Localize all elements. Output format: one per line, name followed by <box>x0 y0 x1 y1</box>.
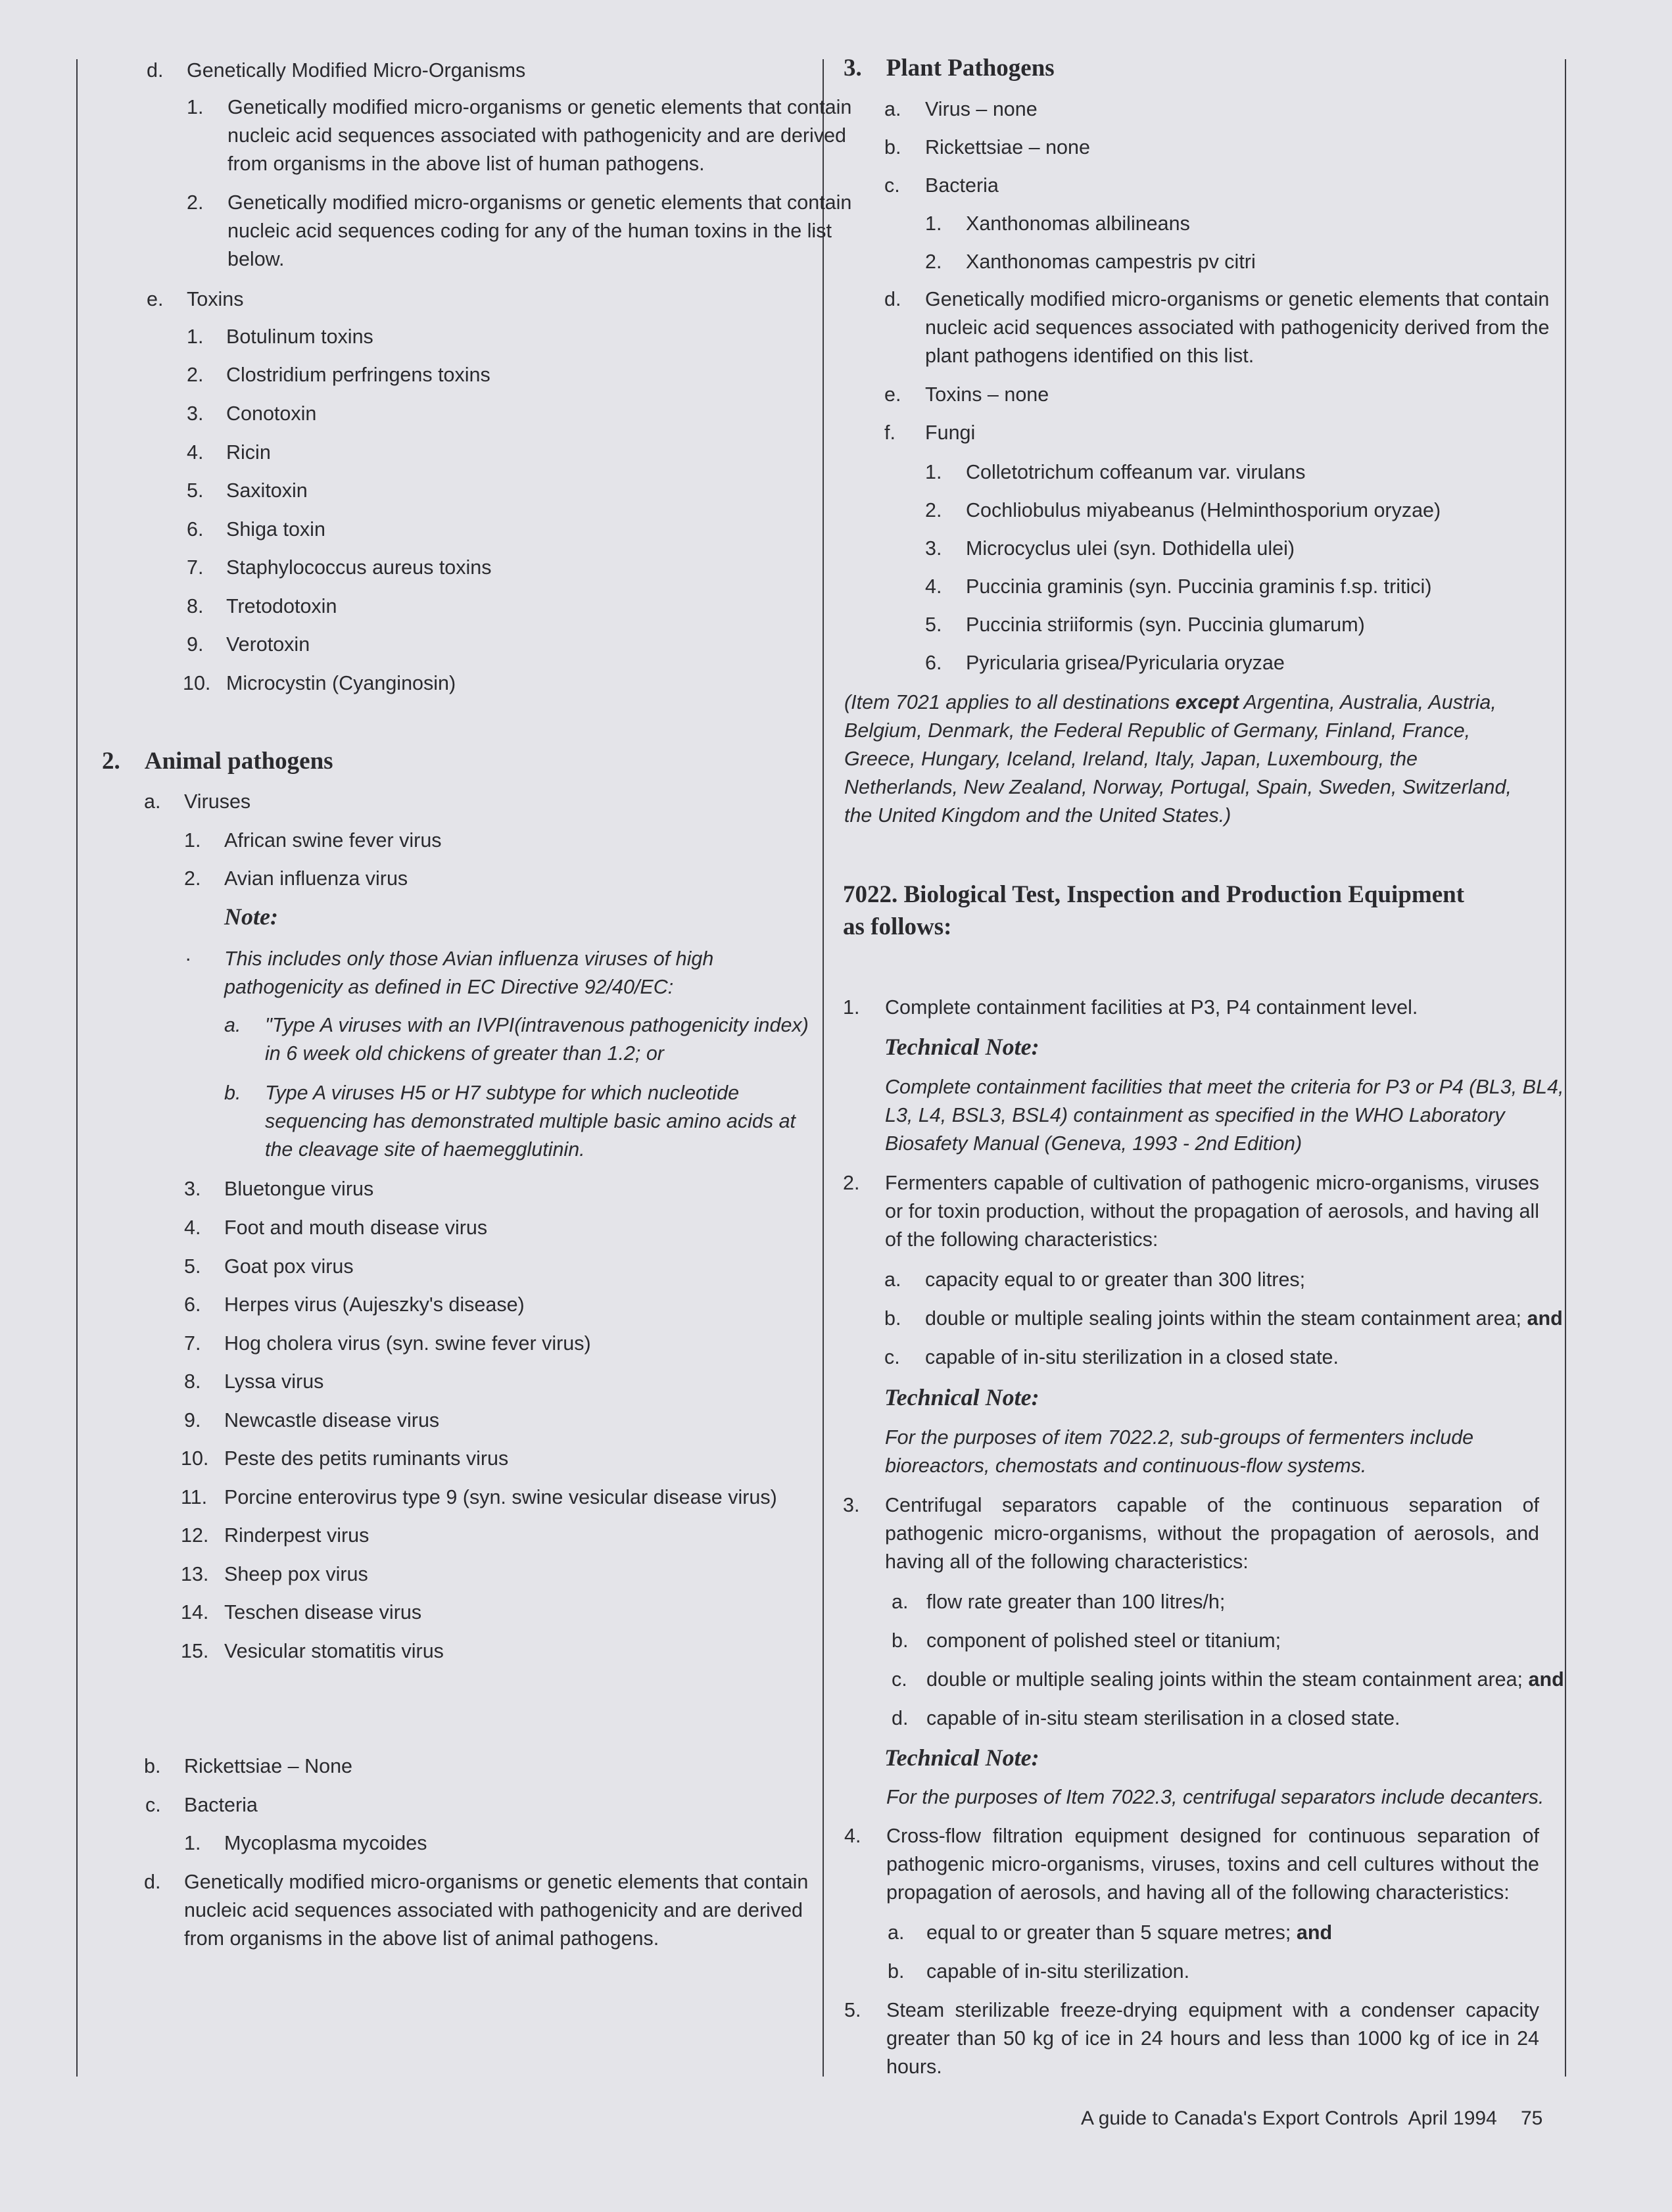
list-item: Xanthonomas campestris pv citri <box>966 251 1256 273</box>
list-item: Microcystin (Cyanginosin) <box>226 672 456 694</box>
list-item: Conotoxin <box>226 402 317 425</box>
section-heading: 7022. Biological Test, Inspection and Production Equipment <box>843 881 1465 908</box>
list-item: Puccinia striiformis (syn. Puccinia glumarum) <box>966 613 1365 636</box>
list-label: b. <box>884 136 901 158</box>
item-text: equal to or greater than 5 square metres; <box>926 1921 1297 1944</box>
list-number: 4. <box>925 575 942 598</box>
list-number: 5. <box>184 1255 201 1278</box>
list-item <box>926 1919 1332 1947</box>
list-number: 12. <box>181 1524 209 1547</box>
text-line: nucleic acid sequences associated with pathogenicity and are derived <box>184 1899 803 1921</box>
list-item: Tretodotoxin <box>226 595 337 617</box>
list-item: Cross-flow filtration equipment designed for continuous separation of pathogenic micro-organisms, viruses, toxins and cell cultures without the propagation of aerosols, and having all of the following characteristics: <box>886 1825 1539 1904</box>
list-item: Centrifugal separators capable of the continuous separation of pathogenic micro-organisms, without the propagation of aerosols, and having all of the following characteristics: <box>885 1494 1539 1573</box>
note-text: in 6 week old chickens of greater than 1.2; or <box>265 1042 664 1065</box>
note-emphasis: except <box>1175 691 1239 713</box>
list-item <box>926 1666 1564 1694</box>
list-item: Fungi <box>925 421 976 444</box>
list-item: Goat pox virus <box>224 1255 354 1278</box>
footer-title: A guide to Canada's Export Controls April 1994 <box>1081 2107 1497 2129</box>
text-line: Genetically modified micro-organisms or genetic elements that contain <box>925 288 1550 310</box>
list-label: d. <box>144 1871 161 1893</box>
note-text: Argentina, Australia, Austria, Belgium, Denmark, the Federal Republic of Germany, Finland, France, Greece, Hungary, Iceland, Ireland, Italy, Japan, Luxembourg, the Netherlands, New Zealand, Norway, Portugal, Spain, Sweden, Switzerland, the United Kingdom and the United States.) <box>844 691 1512 827</box>
note-text: "Type A viruses with an IVPI(intravenous pathogenicity index) <box>265 1014 809 1036</box>
note-label: a. <box>224 1014 241 1036</box>
note-text: For the purposes of Item 7022.3, centrifugal separators include decanters. <box>886 1786 1544 1808</box>
list-item: Microcyclus ulei (syn. Dothidella ulei) <box>966 537 1295 560</box>
list-label: b. <box>884 1307 901 1330</box>
note-text: (Item 7021 applies to all destinations <box>844 691 1176 713</box>
list-label: b. <box>888 1960 905 1983</box>
note-text: For the purposes of item 7022.2, sub-groups of fermenters include <box>885 1426 1474 1449</box>
section-heading: 2. Animal pathogens <box>102 748 333 775</box>
text-line: Genetically modified micro-organisms or genetic elements that contain <box>227 96 852 118</box>
list-item: Pyricularia grisea/Pyricularia oryzae <box>966 652 1285 674</box>
list-item: Shiga toxin <box>226 518 325 541</box>
note-label: b. <box>224 1082 241 1104</box>
list-item: Clostridium perfringens toxins <box>226 364 490 386</box>
list-number: 13. <box>181 1563 209 1585</box>
list-item: Rickettsiae – None <box>184 1755 352 1777</box>
list-item: Teschen disease virus <box>224 1601 422 1623</box>
list-label: c. <box>892 1668 907 1691</box>
text-line: plant pathogens identified on this list. <box>925 345 1254 367</box>
list-item: component of polished steel or titanium; <box>926 1629 1281 1652</box>
list-item: Fermenters capable of cultivation of pathogenic micro-organisms, viruses or for toxin production, without the propagation of aerosols, and having all of the following characteristics: <box>885 1172 1539 1251</box>
text-line: nucleic acid sequences associated with pathogenicity derived from the <box>925 316 1550 339</box>
list-item: capable of in-situ sterilization. <box>926 1960 1190 1983</box>
list-number: 1. <box>184 1832 201 1854</box>
list-label: d. <box>892 1707 909 1729</box>
list-number: 14. <box>181 1601 209 1623</box>
list-label: e. <box>147 288 164 310</box>
list-number: 6. <box>925 652 942 674</box>
list-item: African swine fever virus <box>224 829 442 852</box>
list-item: Porcine enterovirus type 9 (syn. swine vesicular disease virus) <box>224 1486 777 1508</box>
list-number: 1. <box>925 212 942 235</box>
list-label: a. <box>892 1591 909 1613</box>
list-number: 2. <box>843 1172 860 1194</box>
note-text: Type A viruses H5 or H7 subtype for which nucleotide <box>265 1082 740 1104</box>
list-number: 3. <box>184 1178 201 1200</box>
list-number: 3. <box>187 402 204 425</box>
note-text: sequencing has demonstrated multiple basic amino acids at <box>265 1110 796 1132</box>
list-label: a. <box>888 1921 905 1944</box>
item-emphasis: and <box>1296 1921 1333 1944</box>
list-label: c. <box>145 1794 161 1816</box>
section-title: Toxins <box>187 288 244 310</box>
list-item: capable of in-situ steam sterilisation in a closed state. <box>926 1707 1400 1729</box>
list-item: Toxins – none <box>925 383 1049 406</box>
section-heading: 3. Plant Pathogens <box>844 55 1055 82</box>
list-item: Steam sterilizable freeze-drying equipment with a condenser capacity greater than 50 kg of ice in 24 hours and less than 1000 kg of ice in 24 hours. <box>886 1999 1539 2078</box>
list-item: flow rate greater than 100 litres/h; <box>926 1591 1226 1613</box>
list-number: 4. <box>844 1825 861 1847</box>
technical-note-heading: Technical Note: <box>884 1744 1039 1771</box>
list-label: a. <box>884 1268 901 1291</box>
note-text: the cleavage site of haemegglutinin. <box>265 1138 585 1161</box>
list-item: capacity equal to or greater than 300 litres; <box>925 1268 1306 1291</box>
list-number: 1. <box>187 96 204 118</box>
list-label: f. <box>884 421 896 444</box>
list-item: Foot and mouth disease virus <box>224 1216 488 1239</box>
list-item: Sheep pox virus <box>224 1563 368 1585</box>
list-item: Rinderpest virus <box>224 1524 370 1547</box>
list-label: a. <box>144 790 161 813</box>
list-number: 2. <box>925 499 942 521</box>
list-item: Virus – none <box>925 98 1038 120</box>
list-number: 1. <box>187 325 204 348</box>
list-number: 7. <box>187 556 204 579</box>
list-number: 7. <box>184 1332 201 1355</box>
list-number: 4. <box>187 441 204 464</box>
note-text: pathogenicity as defined in EC Directive 92/40/EC: <box>224 976 674 998</box>
list-number: 1. <box>184 829 201 852</box>
item-text: double or multiple sealing joints within the steam containment area; <box>926 1668 1529 1691</box>
list-item: Ricin <box>226 441 271 464</box>
list-item: Botulinum toxins <box>226 325 373 348</box>
list-item: Staphylococcus aureus toxins <box>226 556 492 579</box>
technical-note-heading: Technical Note: <box>884 1034 1039 1060</box>
text-line: from organisms in the above list of animal pathogens. <box>184 1927 659 1950</box>
applicability-note <box>844 688 1532 830</box>
text-line: Genetically modified micro-organisms or genetic elements that contain <box>227 191 852 214</box>
list-item: Bacteria <box>925 174 999 197</box>
note-text: Complete containment facilities that meet the criteria for P3 or P4 (BL3, BL4, <box>885 1076 1564 1098</box>
list-item: Cochliobulus miyabeanus (Helminthosporium oryzae) <box>966 499 1441 521</box>
list-number: 5. <box>844 1999 861 2021</box>
list-number: 10. <box>181 1447 209 1470</box>
list-number: 3. <box>843 1494 860 1516</box>
list-number: 4. <box>184 1216 201 1239</box>
list-item: Bacteria <box>184 1794 258 1816</box>
list-item: capable of in-situ sterilization in a closed state. <box>925 1346 1339 1368</box>
list-label: b. <box>144 1755 161 1777</box>
technical-note-heading: Technical Note: <box>884 1384 1039 1410</box>
list-label: c. <box>884 174 900 197</box>
note-text: bioreactors, chemostats and continuous-flow systems. <box>885 1455 1367 1477</box>
text-line: nucleic acid sequences coding for any of the human toxins in the list <box>227 220 832 242</box>
list-item: Peste des petits ruminants virus <box>224 1447 509 1470</box>
text-line: below. <box>227 248 285 270</box>
item-text: double or multiple sealing joints within the steam containment area; <box>925 1307 1527 1330</box>
list-number: 5. <box>187 479 204 502</box>
list-number: 6. <box>184 1293 201 1316</box>
list-number: 2. <box>184 867 201 890</box>
list-item: Newcastle disease virus <box>224 1409 440 1431</box>
list-item: Vesicular stomatitis virus <box>224 1640 444 1662</box>
page-number: 75 <box>1521 2107 1543 2129</box>
list-number: 9. <box>184 1409 201 1431</box>
list-number: 15. <box>181 1640 209 1662</box>
note-text: This includes only those Avian influenza viruses of high <box>224 948 714 970</box>
list-item: Bluetongue virus <box>224 1178 374 1200</box>
text-line: Genetically modified micro-organisms or genetic elements that contain <box>184 1871 809 1893</box>
list-number: 8. <box>184 1370 201 1393</box>
list-number: 2. <box>187 364 204 386</box>
list-item: Complete containment facilities at P3, P4 containment level. <box>885 996 1418 1019</box>
list-number: 9. <box>187 633 204 656</box>
list-number: 1. <box>925 461 942 483</box>
list-number: 11. <box>181 1486 208 1508</box>
list-item: Avian influenza virus <box>224 867 408 890</box>
list-item: Mycoplasma mycoides <box>224 1832 427 1854</box>
list-number: 6. <box>187 518 204 541</box>
list-item: Rickettsiae – none <box>925 136 1090 158</box>
list-number: 2. <box>187 191 204 214</box>
left-margin-rule <box>76 59 78 2077</box>
list-item: Puccinia graminis (syn. Puccinia graminis f.sp. tritici) <box>966 575 1432 598</box>
note-text: L3, L4, BSL3, BSL4) containment as specified in the WHO Laboratory <box>885 1104 1505 1126</box>
list-item: Lyssa virus <box>224 1370 324 1393</box>
list-label: a. <box>884 98 901 120</box>
text-line: from organisms in the above list of human pathogens. <box>227 153 705 175</box>
note-text: Biosafety Manual (Geneva, 1993 - 2nd Edition) <box>885 1132 1302 1155</box>
list-number: 8. <box>187 595 204 617</box>
list-label: b. <box>892 1629 909 1652</box>
list-item <box>925 1305 1563 1333</box>
list-label: d. <box>884 288 901 310</box>
list-item: Xanthonomas albilineans <box>966 212 1190 235</box>
list-number: 1. <box>843 996 860 1019</box>
bullet-mark: . <box>185 943 191 965</box>
list-item: Colletotrichum coffeanum var. virulans <box>966 461 1306 483</box>
list-label: e. <box>884 383 901 406</box>
item-emphasis: and <box>1528 1668 1564 1691</box>
list-item: Herpes virus (Aujeszky's disease) <box>224 1293 525 1316</box>
list-label: c. <box>884 1346 900 1368</box>
text-line: nucleic acid sequences associated with pathogenicity and are derived <box>227 124 847 147</box>
list-label: d. <box>147 59 164 82</box>
list-number: 5. <box>925 613 942 636</box>
list-item: Verotoxin <box>226 633 310 656</box>
subsection-title: Viruses <box>184 790 251 813</box>
list-item: Saxitoxin <box>226 479 308 502</box>
note-heading: Note: <box>224 903 278 930</box>
list-number: 2. <box>925 251 942 273</box>
right-margin-rule <box>1565 59 1566 2077</box>
item-emphasis: and <box>1527 1307 1563 1330</box>
list-item: Hog cholera virus (syn. swine fever virus) <box>224 1332 591 1355</box>
section-heading-cont: as follows: <box>843 913 952 940</box>
list-number: 3. <box>925 537 942 560</box>
list-number: 10. <box>183 672 211 694</box>
center-column-rule <box>823 59 824 2077</box>
section-title: Genetically Modified Micro-Organisms <box>187 59 526 82</box>
